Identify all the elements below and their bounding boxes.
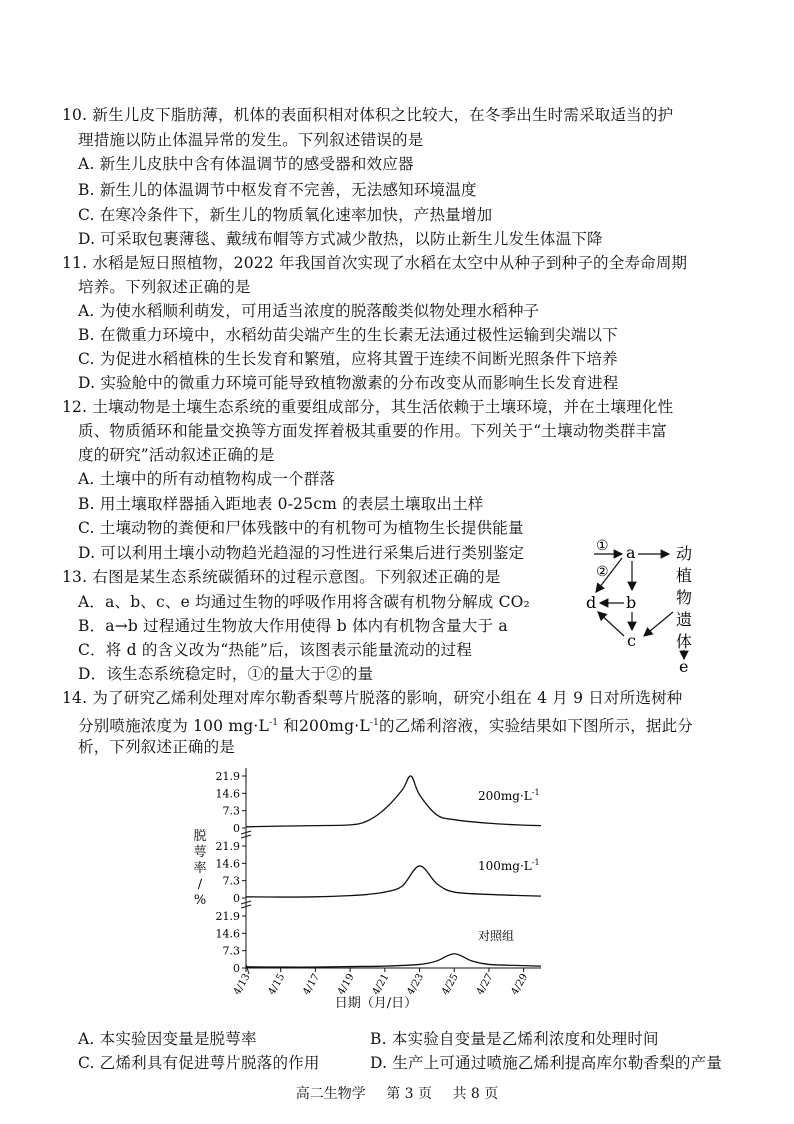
abscission-rate-chart xyxy=(186,760,566,1018)
y-axis-label-char: 率 xyxy=(193,861,207,876)
q11-stem-cont: 培养。下列叙述正确的是 xyxy=(78,278,251,296)
q10-option-c: C. 在寒冷条件下，新生儿的物质氧化速率加快，产热量增加 xyxy=(78,206,493,224)
q12-option-b: B. 用土壤取样器插入距地表 0-25cm 的表层土壤取出土样 xyxy=(78,495,484,513)
q11-stem: 11. 水稻是短日照植物，2022 年我国首次实现了水稻在太空中从种子到种子的全寿命周期 xyxy=(62,254,688,272)
y-axis-label-char: % xyxy=(193,893,207,908)
q11-option-c: C. 为促进水稻植株的生长发育和繁殖，应将其置于连续不间断光照条件下培养 xyxy=(78,350,618,368)
y-tick-label: 21.9 xyxy=(215,770,240,783)
x-tick-label: 4/19 xyxy=(335,972,357,997)
q13-option-c: C．将 d 的含义改为“热能”后，该图表示能量流动的过程 xyxy=(78,641,473,659)
side-label-char: 动 xyxy=(676,544,693,563)
chart-panel xyxy=(216,768,542,838)
q14-option-a: A. 本实验因变量是脱萼率 xyxy=(78,1030,257,1048)
q14-option-c: C. 乙烯利具有促进萼片脱落的作用 xyxy=(78,1054,320,1072)
q13-option-d: D．该生态系统稳定时，①的量大于②的量 xyxy=(78,665,374,683)
y-tick-label: 0 xyxy=(233,892,240,905)
node-2-label: ② xyxy=(596,564,609,580)
y-tick-label: 0 xyxy=(233,962,240,975)
y-tick-label: 14.6 xyxy=(215,927,240,941)
node-1-label: ① xyxy=(596,538,609,554)
x-tick-label: 4/15 xyxy=(266,972,288,997)
y-tick-label: 14.6 xyxy=(215,857,240,871)
side-label-group xyxy=(676,544,692,651)
q14-stem-cont xyxy=(78,713,693,736)
y-tick-label: 21.9 xyxy=(215,840,240,853)
node-b-label: b xyxy=(626,593,637,612)
node-e-label: e xyxy=(679,657,689,676)
x-tick-label: 4/23 xyxy=(405,972,427,997)
page-footer xyxy=(0,1083,794,1103)
q13-option-a: A．a、b、c、e 均通过生物的呼吸作用将含碳有机物分解成 CO₂ xyxy=(78,593,530,611)
footer-subject: 高二生物学 xyxy=(295,1086,366,1102)
x-tick-label: 4/13 xyxy=(231,972,253,997)
x-tick-label: 4/29 xyxy=(509,972,531,997)
arrow-remains-to-c xyxy=(644,612,673,636)
x-tick-label: 4/17 xyxy=(301,972,323,997)
q11-option-d: D. 实验舱中的微重力环境可能导致植物激素的分布改变从而影响生长发育进程 xyxy=(78,374,619,392)
chart-panel xyxy=(216,838,542,908)
side-label-char: 遗 xyxy=(676,610,693,629)
node-c-label: c xyxy=(627,631,636,650)
y-tick-label: 0 xyxy=(233,822,240,835)
q13-option-b: B．a→b 过程通过生物放大作用使得 b 体内有机物含量大于 a xyxy=(78,617,508,635)
arrow-c-to-d xyxy=(598,612,624,636)
node-d-label: d xyxy=(586,593,597,612)
unit-superscript: -1 xyxy=(268,718,279,728)
y-tick-label: 7.3 xyxy=(222,944,240,958)
q14-stem-cont2: 析，下列叙述正确的是 xyxy=(78,738,236,756)
q11-option-b: B. 在微重力环境中，水稻幼苗尖端产生的生长素无法通过极性运输到尖端以下 xyxy=(78,326,618,344)
side-label-char: 体 xyxy=(676,632,693,651)
x-tick-label: 4/27 xyxy=(474,972,496,997)
q10-option-b: B. 新生儿的体温调节中枢发育不完善，无法感知环境温度 xyxy=(78,181,477,199)
y-tick-label: 21.9 xyxy=(215,910,240,923)
y-axis-label-group xyxy=(193,829,206,908)
q12-option-d: D. 可以利用土壤小动物趋光趋湿的习性进行采集后进行类别鉴定 xyxy=(78,544,525,562)
series-label: $200mg\cdot L^{-1}$ xyxy=(478,788,540,803)
y-axis-label-char: 萼 xyxy=(193,845,207,860)
x-axis-label: 日期（月/日） xyxy=(334,996,418,1011)
q14-stem-part: 和200mg·L xyxy=(283,717,370,736)
side-label-char: 植 xyxy=(676,566,693,585)
q12-stem-cont2: 度的研究”活动叙述正确的是 xyxy=(78,446,275,464)
footer-page: 第 3 页 xyxy=(386,1086,432,1102)
y-tick-label: 7.3 xyxy=(222,804,240,818)
q14-stem-part: 的乙烯利溶液，实验结果如下图所示，据此分 xyxy=(379,717,694,736)
x-tick-label: 4/21 xyxy=(370,972,392,997)
q14-option-d: D. 生产上可通过喷施乙烯利提高库尔勒香梨的产量 xyxy=(370,1054,723,1072)
series-label: 对照组 xyxy=(478,929,515,943)
q13-stem: 13. 右图是某生态系统碳循环的过程示意图。下列叙述正确的是 xyxy=(62,568,501,586)
q10-stem: 10. 新生儿皮下脂肪薄，机体的表面积相对体积之比较大，在冬季出生时需采取适当的护 xyxy=(62,106,674,124)
q10-option-d: D. 可采取包裹薄毯、戴绒布帽等方式减少散热，以防止新生儿发生体温下降 xyxy=(78,230,603,248)
chart-panel xyxy=(216,908,542,975)
q12-option-c: C. 土壤动物的粪便和尸体残骸中的有机物可为植物生长提供能量 xyxy=(78,519,524,537)
y-axis-label-char: / xyxy=(197,877,203,892)
q14-option-b: B. 本实验自变量是乙烯利浓度和处理时间 xyxy=(370,1030,659,1048)
node-a-label: a xyxy=(626,543,636,562)
y-axis-label-char: 脱 xyxy=(193,829,207,844)
q11-option-a: A. 为使水稻顺利萌发，可用适当浓度的脱落酸类似物处理水稻种子 xyxy=(78,302,540,320)
q12-stem: 12. 土壤动物是土壤生态系统的重要组成部分，其生活依赖于土壤环境，并在土壤理化性 xyxy=(62,398,674,416)
y-tick-label: 14.6 xyxy=(215,787,240,801)
footer-total: 共 8 页 xyxy=(452,1086,499,1102)
q10-option-a: A. 新生儿皮肤中含有体温调节的感受器和效应器 xyxy=(78,155,414,173)
q12-option-a: A. 土壤中的所有动植物构成一个群落 xyxy=(78,470,336,488)
carbon-cycle-diagram xyxy=(576,528,716,678)
series-line xyxy=(246,954,541,967)
q14-stem: 14. 为了研究乙烯利处理对库尔勒香梨萼片脱落的影响，研究小组在 4 月 9 日对所选树种 xyxy=(62,689,683,707)
side-label-char: 物 xyxy=(676,588,693,607)
x-tick-label: 4/25 xyxy=(440,972,461,997)
q12-stem-cont: 质、物质循环和能量交换等方面发挥着极其重要的作用。下列关于“土壤动物类群丰富 xyxy=(78,422,668,440)
q10-stem-cont: 理措施以防止体温异常的发生。下列叙述错误的是 xyxy=(78,131,424,149)
q14-stem-part: 分别喷施浓度为 100 mg·L xyxy=(78,717,269,736)
series-label: $100mg\cdot L^{-1}$ xyxy=(478,858,540,873)
unit-superscript: -1 xyxy=(369,718,379,728)
y-tick-label: 7.3 xyxy=(222,874,240,888)
